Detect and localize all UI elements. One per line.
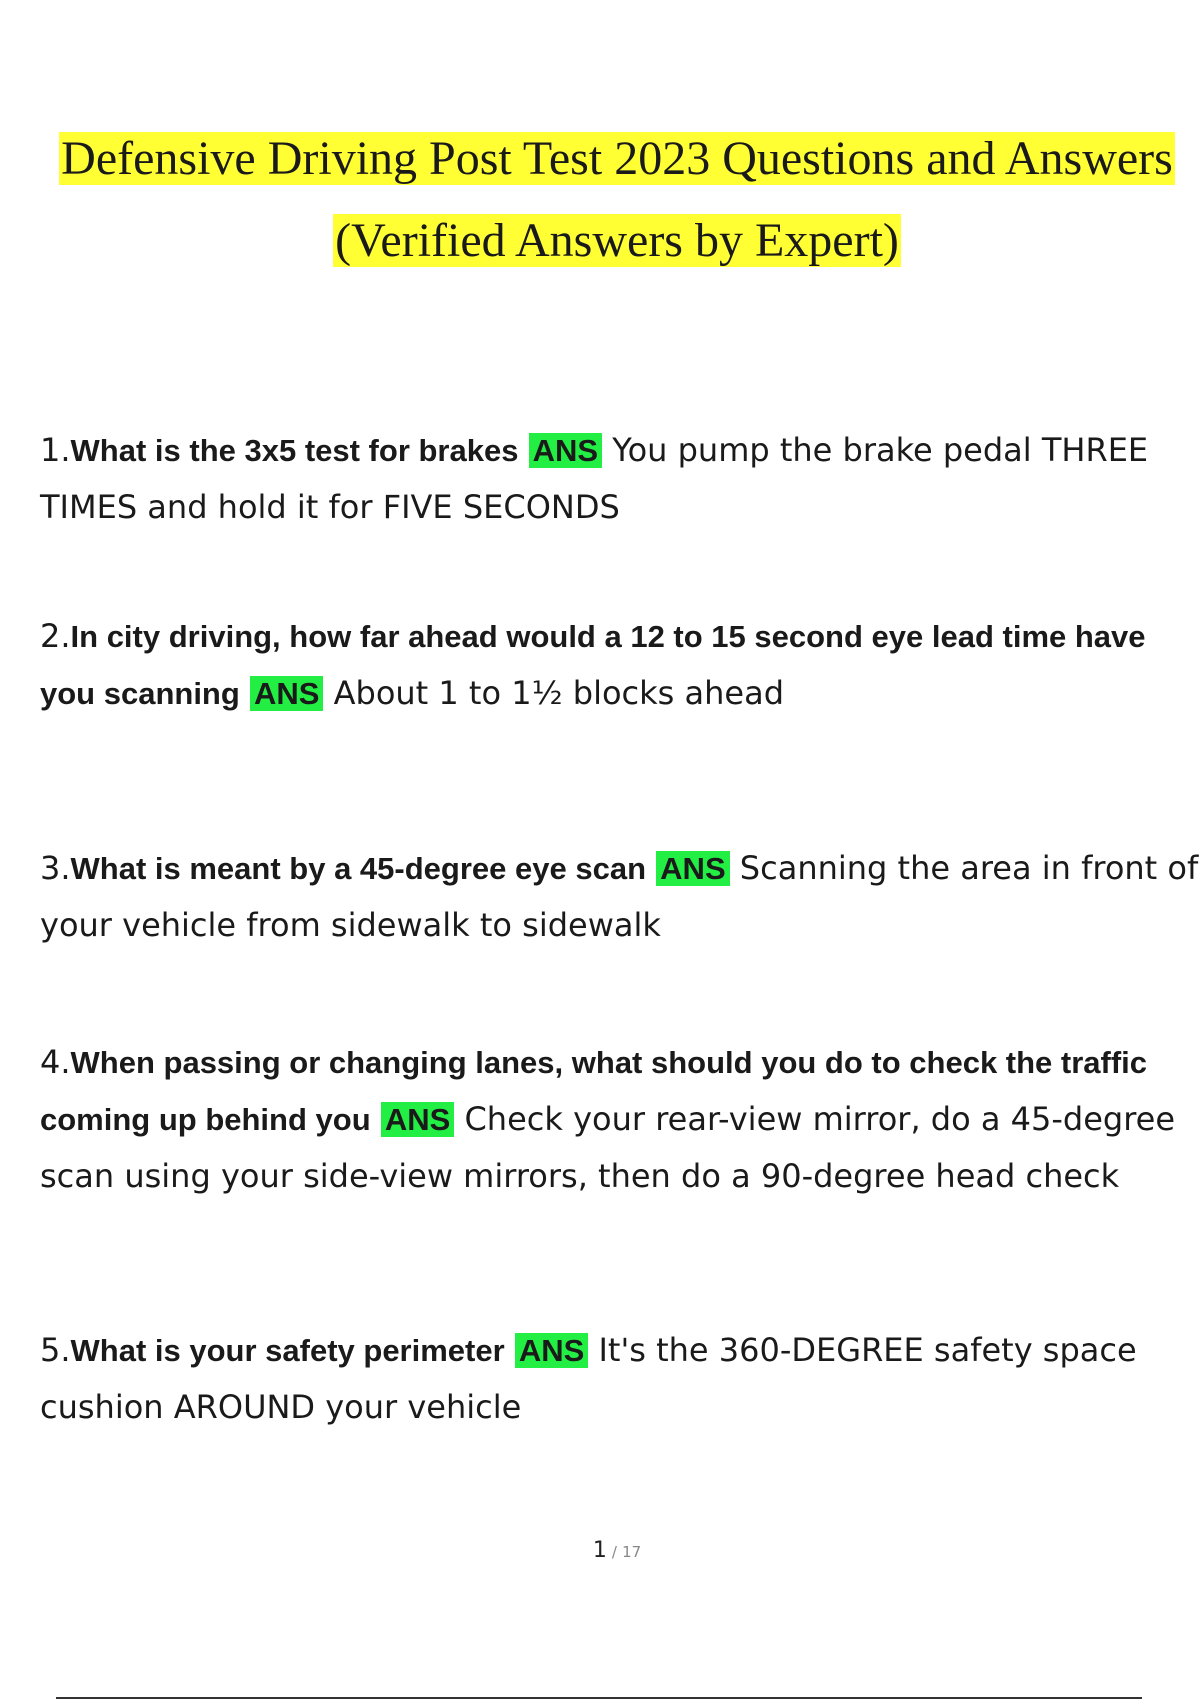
answer-tag: ANS: [656, 851, 729, 886]
answer-tag: ANS: [515, 1333, 588, 1368]
answer-text: Check your rear-view mirror, do a 45-degree scan using your side-view mirrors, then do a 90-degree head check: [40, 1100, 1176, 1195]
answer-tag: ANS: [381, 1102, 454, 1137]
page-indicator: [0, 1538, 1200, 1563]
answer-text: You pump the brake pedal THREE TIMES and hold it for FIVE SECONDS: [40, 431, 1149, 526]
qa-item-1: [40, 422, 1200, 535]
qa-item-5: [40, 1322, 1200, 1435]
question-text: What is meant by a 45-degree eye scan: [70, 851, 646, 886]
question-number: 3.: [40, 849, 71, 887]
answer-tag: ANS: [529, 433, 602, 468]
question-text: When passing or changing lanes, what should you do to check the traffic coming up behind you: [40, 1045, 1148, 1137]
question-text: In city driving, how far ahead would a 12 to 15 second eye lead time have you scanning: [40, 619, 1146, 711]
qa-item-3: [40, 840, 1200, 953]
question-text: What is the 3x5 test for brakes: [70, 433, 519, 468]
answer-text: Scanning the area in front of your vehicle from sidewalk to sidewalk: [40, 849, 1199, 944]
qa-item-2: [40, 608, 1200, 722]
answer-text: About 1 to 1½ blocks ahead: [333, 674, 785, 712]
title-line-1-text: Defensive Driving Post Test 2023 Questions and Answers: [61, 132, 1173, 185]
title-line-2-text: (Verified Answers by Expert): [335, 214, 899, 267]
question-number: 5.: [40, 1331, 71, 1369]
question-number: 4.: [40, 1043, 71, 1081]
answer-tag: ANS: [250, 676, 323, 711]
question-number: 1.: [40, 431, 71, 469]
title-line-2: [40, 200, 1194, 282]
answer-text: It's the 360-DEGREE safety space cushion AROUND your vehicle: [40, 1331, 1137, 1426]
title-line-1: [40, 118, 1194, 200]
question-text: What is your safety perimeter: [70, 1333, 505, 1368]
question-number: 2.: [40, 617, 71, 655]
document-title: [40, 118, 1194, 282]
page-current: 1: [592, 1538, 607, 1563]
page-bottom-divider: [56, 1697, 1142, 1699]
qa-item-4: [40, 1034, 1200, 1204]
page-separator: /: [611, 1543, 617, 1561]
page-total: 17: [622, 1543, 642, 1561]
